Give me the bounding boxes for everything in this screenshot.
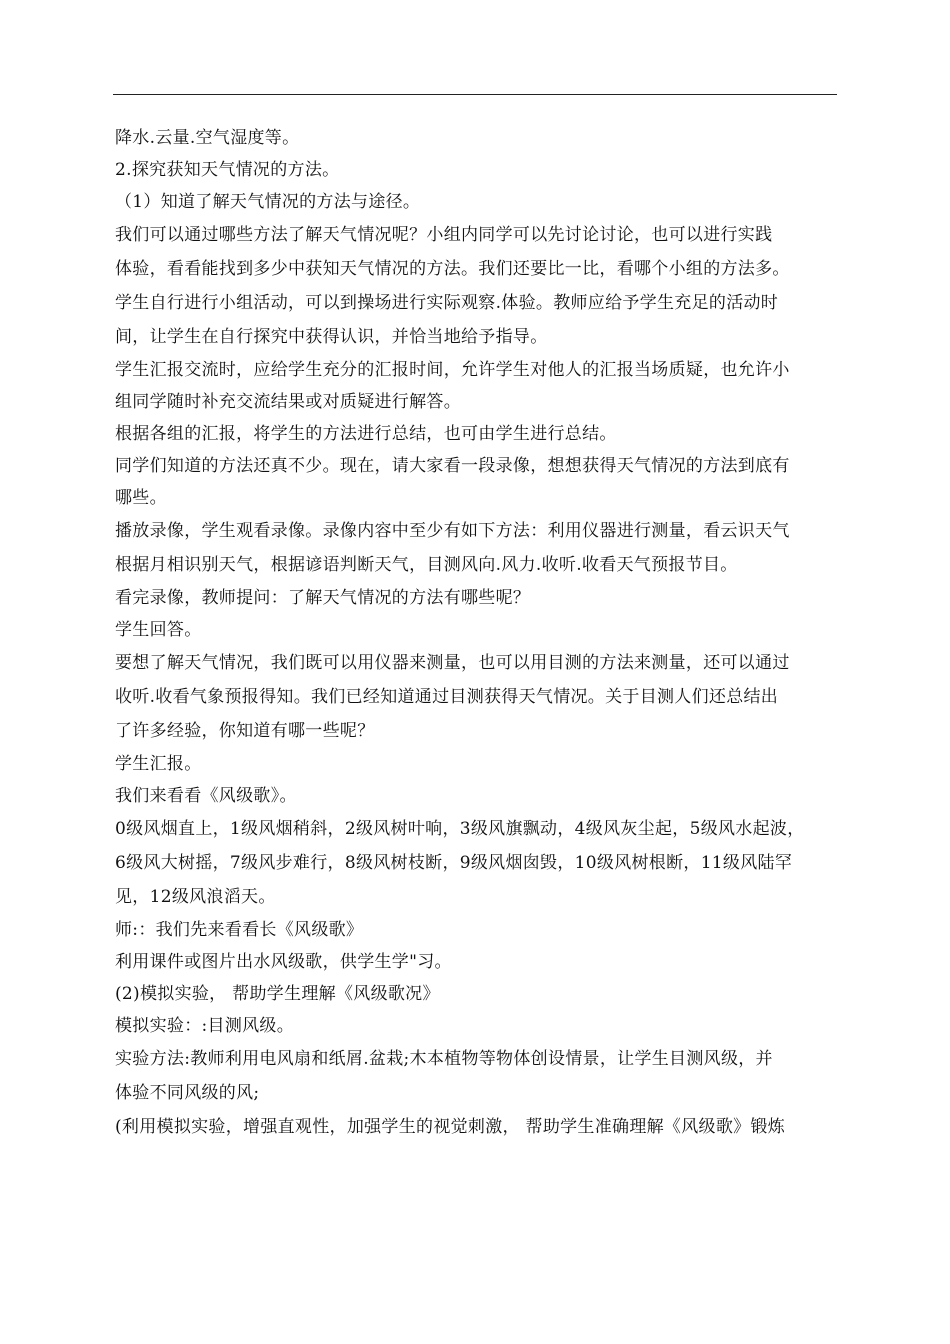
text-line: 间，让学生在自行探究中获得认识，并恰当地给予指导。 bbox=[115, 327, 548, 347]
text-line: 哪些。 bbox=[115, 488, 167, 508]
text-line: 看完录像，教师提问：了解天气情况的方法有哪些呢？ bbox=[115, 588, 531, 608]
text-line: 降水.云量.空气湿度等。 bbox=[115, 128, 300, 148]
text-line: 模拟实验：:目测风级。 bbox=[115, 1016, 295, 1036]
text-line: 体验不同风级的风; bbox=[115, 1083, 260, 1103]
text-line: (2)模拟实验， 帮助学生理解《风级歌况》 bbox=[115, 984, 440, 1004]
header-rule bbox=[113, 94, 837, 95]
text-line: 组同学随时补充交流结果或对质疑进行解答。 bbox=[115, 392, 461, 412]
text-line: 师:：我们先来看看长《风级歌》 bbox=[115, 920, 364, 940]
text-line: 播放录像，学生观看录像。录像内容中至少有如下方法：利用仪器进行测量，看云识天气 bbox=[115, 521, 790, 541]
text-line: 要想了解天气情况，我们既可以用仪器来测量，也可以用目测的方法来测量，还可以通过 bbox=[115, 653, 790, 673]
text-line: 学生回答。 bbox=[115, 620, 202, 640]
text-line: 2.探究获知天气情况的方法。 bbox=[115, 160, 340, 180]
text-line: 学生汇报交流时，应给学生充分的汇报时间，允许学生对他人的汇报当场质疑，也允许小 bbox=[115, 360, 790, 380]
text-line: 学生汇报。 bbox=[115, 754, 202, 774]
text-line: 利用课件或图片出水风级歌，供学生学"习。 bbox=[115, 952, 452, 972]
text-line: 了许多经验，你知道有哪一些呢？ bbox=[115, 721, 375, 741]
text-line: 我们可以通过哪些方法了解天气情况呢？小组内同学可以先讨论讨论，也可以进行实践 bbox=[115, 225, 773, 245]
text-line: 6级风大树摇，7级风步难行，8级风树枝断，9级风烟囱毁，10级风树根断，11级风陆罕 bbox=[115, 853, 793, 873]
text-line: 收听.收看气象预报得知。我们已经知道通过目测获得天气情况。关于目测人们还总结出 bbox=[115, 687, 779, 707]
text-line: 0级风烟直上，1级风烟稍斜，2级风树叶响，3级风旗飘动，4级风灰尘起，5级风水起波， bbox=[115, 819, 805, 839]
text-line: 见，12级风浪滔天。 bbox=[115, 887, 276, 907]
text-line: 实验方法:教师利用电风扇和纸屑.盆栽;木本植物等物体创设情景，让学生目测风级，并 bbox=[115, 1049, 773, 1069]
text-line: 根据月相识别天气，根据谚语判断天气，目测风向.风力.收听.收看天气预报节目。 bbox=[115, 555, 738, 575]
text-line: 同学们知道的方法还真不少。现在，请大家看一段录像，想想获得天气情况的方法到底有 bbox=[115, 456, 790, 476]
text-line: 体验，看看能找到多少中获知天气情况的方法。我们还要比一比，看哪个小组的方法多。 bbox=[115, 259, 790, 279]
text-line: 我们来看看《风级歌》。 bbox=[115, 786, 297, 806]
text-line: (利用模拟实验，增强直观性，加强学生的视觉刺激， 帮助学生准确理解《风级歌》锻炼 bbox=[115, 1117, 786, 1137]
text-line: 根据各组的汇报，将学生的方法进行总结，也可由学生进行总结。 bbox=[115, 424, 617, 444]
text-line: （1）知道了解天气情况的方法与途径。 bbox=[115, 192, 421, 212]
document-body bbox=[115, 122, 837, 1144]
text-line: 学生自行进行小组活动，可以到操场进行实际观察.体验。教师应给予学生充足的活动时 bbox=[115, 293, 779, 313]
